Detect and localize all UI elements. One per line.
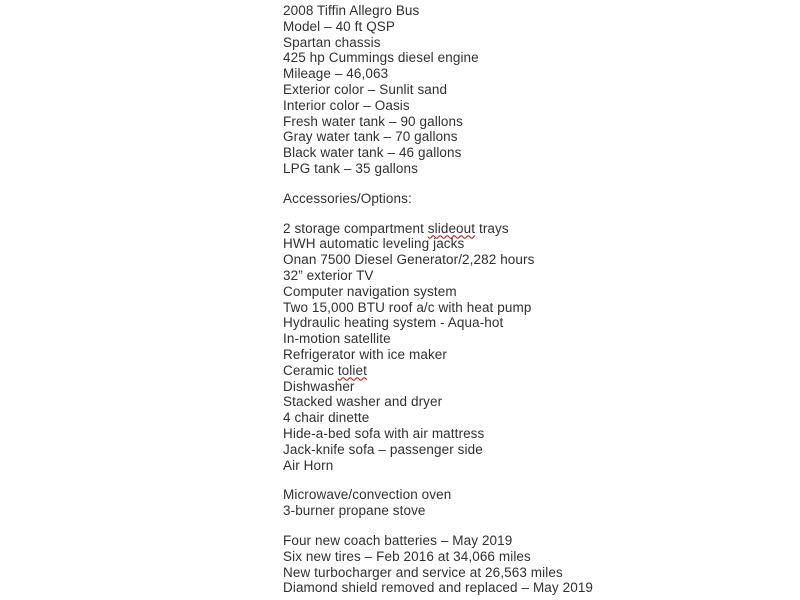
text-line: 4 chair dinette bbox=[283, 410, 370, 426]
text-line: Jack-knife sofa – passenger side bbox=[283, 441, 483, 457]
text-line: Mileage – 46,063 bbox=[283, 66, 389, 82]
text-line: 2 storage compartment slideout trays bbox=[283, 220, 509, 236]
text-line: In-motion satellite bbox=[283, 331, 391, 347]
text-line: Exterior color – Sunlit sand bbox=[283, 81, 448, 97]
text-line: Black water tank – 46 gallons bbox=[283, 145, 462, 161]
text-line: Six new tires – Feb 2016 at 34,066 miles bbox=[283, 548, 531, 564]
document-body bbox=[283, 3, 783, 596]
text-line: 32” exterior TV bbox=[283, 267, 374, 283]
text-line: Air Horn bbox=[283, 457, 334, 473]
text-line: Diamond shield removed and replaced – May 2019 bbox=[283, 580, 594, 596]
text-line: Computer navigation system bbox=[283, 283, 457, 299]
text-line: Interior color – Oasis bbox=[283, 97, 410, 113]
text-line: 3-burner propane stove bbox=[283, 503, 426, 519]
text-line: Gray water tank – 70 gallons bbox=[283, 129, 458, 145]
text-line: Hydraulic heating system - Aqua-hot bbox=[283, 315, 504, 331]
misspelled-word-squiggle: slideout bbox=[427, 220, 476, 236]
text-line: New turbocharger and service at 26,563 miles bbox=[283, 564, 563, 580]
text-line: Refrigerator with ice maker bbox=[283, 346, 448, 362]
text-line: Onan 7500 Diesel Generator/2,282 hours bbox=[283, 252, 535, 268]
text-line: 425 hp Cummings diesel engine bbox=[283, 50, 479, 66]
section-accessories-heading bbox=[283, 191, 783, 207]
text-line: Dishwasher bbox=[283, 378, 355, 394]
section-maintenance bbox=[283, 533, 783, 596]
section-kitchen bbox=[283, 487, 783, 519]
section-vehicle-specs bbox=[283, 3, 783, 177]
text-line: Hide-a-bed sofa with air mattress bbox=[283, 425, 485, 441]
text-line: Spartan chassis bbox=[283, 34, 381, 50]
text-line: Fresh water tank – 90 gallons bbox=[283, 113, 463, 129]
misspelled-word-squiggle: toliet bbox=[337, 362, 367, 378]
text-line: Microwave/convection oven bbox=[283, 487, 452, 503]
section-accessories-list bbox=[283, 221, 783, 474]
text-line: Accessories/Options: bbox=[283, 190, 412, 206]
text-line: LPG tank – 35 gallons bbox=[283, 160, 418, 176]
text-line: Four new coach batteries – May 2019 bbox=[283, 532, 513, 548]
text-line: 2008 Tiffin Allegro Bus bbox=[283, 3, 420, 18]
text-line: Stacked washer and dryer bbox=[283, 394, 443, 410]
text-line: Model – 40 ft QSP bbox=[283, 18, 396, 34]
text-line: Ceramic toliet bbox=[283, 362, 367, 378]
text-line: HWH automatic leveling jacks bbox=[283, 236, 465, 252]
text-line: Two 15,000 BTU roof a/c with heat pump bbox=[283, 299, 532, 315]
